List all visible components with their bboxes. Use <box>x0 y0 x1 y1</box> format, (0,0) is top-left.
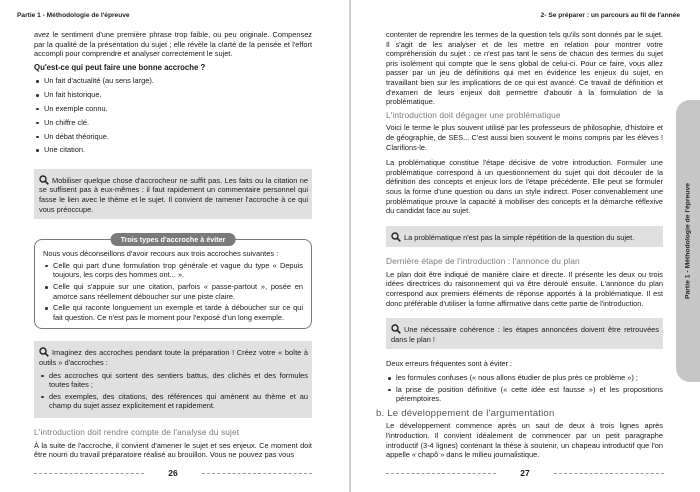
errors-intro: Deux erreurs fréquentes sont à éviter : <box>386 359 513 369</box>
list-item: des accroches qui sortent des sentiers battus, des clichés et des formules toutes faites ; <box>39 371 308 390</box>
magnifier-icon <box>391 232 401 242</box>
running-head-right: 2- Se préparer : un parcours au fil de l'année <box>540 12 680 19</box>
subheading: L'introduction doit rendre compte de l'analyse du sujet <box>34 426 240 437</box>
side-tab-label: Partie 1 - Méthodologie de l'épreuve <box>684 182 692 300</box>
intro-paragraph: avez le sentiment d'une première phrase trop faible, ou peu originale. Compensez par la qualité de la présentation du sujet ; elle révèle la clarté de la pensée et l'effort accompli pour comprendre et analyser correctement le sujet. <box>34 30 312 59</box>
callout-list <box>43 261 303 323</box>
note-box <box>34 169 312 219</box>
list-item: Un fait historique. <box>34 90 312 100</box>
page-number: 26 <box>168 468 178 478</box>
list-item: Un chiffre clé. <box>34 118 312 128</box>
note-text: Mobiliser quelque chose d'accrocheur ne suffit pas. Les faits ou la citation ne se suffisent pas à eux-mêmes : il faut rapidement un commentaire personnel qui fasse le lien avec le thème et le sujet. Il convient de ramener l'accroche à ce qui vous préoccupe. <box>39 175 308 214</box>
closing-paragraph: À la suite de l'accroche, il convient d'amener le sujet et ses enjeux. Ce moment doit être nourri du travail préparatoire réalisé au brouillon. Vous ne pouvez pas vous <box>34 440 312 460</box>
note-box <box>386 226 663 248</box>
list-item: les formules confuses (« nous allons étudier de plus près ce problème ») ; <box>386 373 663 383</box>
paragraph: Voici le terme le plus souvent utilisé par les professeurs de philosophie, d'histoire et de géographie, de SES... C'est aussi bien souvent le moins compris par les élèves ! Clarifions-le. <box>386 123 663 152</box>
callout-intro: Nous vous déconseillons d'avoir recours aux trois accroches suivantes : <box>43 249 279 259</box>
subheading: L'introduction doit dégager une problématique <box>386 109 561 120</box>
list-item: Celle qui raconte longuement un exemple et tarde à déboucher sur ce qui fait question. Ce n'est pas le moment pour l'exposé d'un long exemple. <box>43 303 303 322</box>
right-page-body <box>376 30 663 464</box>
callout-title: Trois types d'accroche à éviter <box>111 233 236 246</box>
paragraph: Le plan doit être indiqué de manière claire et directe. Il présente les deux ou trois idées directrices du raisonnement qui va être déroulé ensuite. L'annonce du plan correspond aux premiers éléments de réponse apportés à la problématique. Il est donc préférable d'utiliser la forme affirmative dans cette partie de l'introduction. <box>386 269 663 308</box>
paragraph: La problématique constitue l'étape décisive de votre introduction. Formuler une problématique correspond à un questionnement du sujet qui doit découler de la définition des concepts et enjeux lors de l'étape précédente. Elle peut se formuler sous la forme d'une question ou dans un style indirect. Poser convenablement une problématique prouve la capacité à mobiliser des concepts et la démarche réflexive du candidat face au sujet. <box>386 158 663 216</box>
footer-rule <box>386 473 496 474</box>
list-item: Un débat théorique. <box>34 132 312 142</box>
page-number: 27 <box>520 468 530 478</box>
magnifier-icon <box>391 324 401 334</box>
magnifier-icon <box>39 347 49 357</box>
note-text: Une nécessaire cohérence : les étapes annoncées doivent être retrouvées dans le plan ! <box>391 325 659 344</box>
note-box <box>34 341 312 418</box>
chapter-side-tab <box>676 100 700 382</box>
question-title: Qu'est-ce qui peut faire une bonne accroche ? <box>34 62 206 72</box>
section-heading: b. Le développement de l'argumentation <box>376 407 555 419</box>
list-item: Une citation. <box>34 145 312 155</box>
list-item: Un fait d'actualité (au sens large). <box>34 76 312 86</box>
list-item: Un exemple connu. <box>34 104 312 114</box>
footer-rule <box>554 473 664 474</box>
footer-rule <box>202 473 312 474</box>
paragraph: Le développement commence après un saut de deux à trois lignes après l'introduction. Il convient idéalement de commencer par un petit paragraphe introductif (3-4 lignes) contenant la thèse à soutenir, un chapeau introductif que l'on appelle « chapô » dans le milieu journalistique. <box>386 421 663 460</box>
right-page <box>351 0 700 492</box>
list-item: Celle qui s'appuie sur une citation, parfois « passe-partout », posée en amorce sans réellement déboucher sur une piste claire. <box>43 282 303 301</box>
list-item: la prise de position définitive (« cette idée est fausse ») et les propositions péremptoires. <box>386 385 663 404</box>
note-list <box>39 371 308 411</box>
note-text: Imaginez des accroches pendant toute la préparation ! Créez votre « boîte à outils » d'accroches : <box>39 348 308 367</box>
list-item: des exemples, des citations, des références qui amènent au thème et au champ du sujet assez explicitement et rapidement. <box>39 392 308 411</box>
page-footer <box>386 468 664 478</box>
errors-list <box>386 373 663 404</box>
list-item: Celle qui part d'une formulation trop générale et vague du type « Depuis toujours, les corps des hommes ont... ». <box>43 261 303 280</box>
callout-box <box>34 234 312 329</box>
hook-list <box>34 76 312 155</box>
magnifier-icon <box>39 175 49 185</box>
note-text: La problématique n'est pas la simple répétition de la question du sujet. <box>404 232 635 242</box>
running-head-left: Partie 1 - Méthodologie de l'épreuve <box>17 12 130 19</box>
note-box <box>386 318 663 349</box>
left-page <box>0 0 349 492</box>
intro-paragraph: contenter de reprendre les termes de la question tels qu'ils sont donnés par le sujet. Il s'agit de les analyser et de les mettre en relation pour montrer votre compréhension du sujet : ce n'est pas tant le sens de chacun des termes du sujet pris isolément qui compte que le sens global de celui-ci. Pour ce faire, vous allez passer par un jeu de définitions qui met en évidence les enjeux du sujet, en travaillant bien sur les implications de ce qui est avancé. Ce travail de définition et d'examen de leurs enjeux doit permettre d'aboutir à la formulation de la problématique. <box>386 30 663 107</box>
subheading: Dernière étape de l'introduction : l'annonce du plan <box>386 256 580 267</box>
left-page-body <box>34 30 312 464</box>
footer-rule <box>34 473 144 474</box>
page-footer <box>34 468 312 478</box>
